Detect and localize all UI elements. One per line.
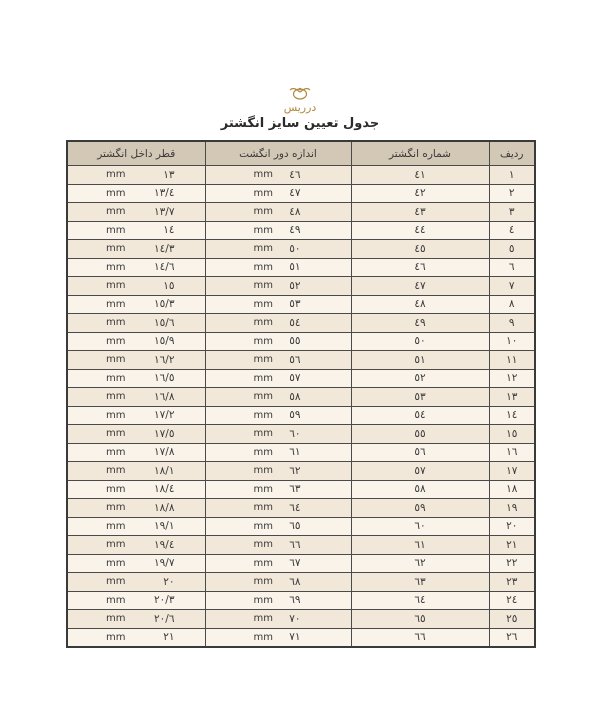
cell-circumference (205, 277, 351, 296)
inner-diameter-value: ٢٠/٦ (154, 612, 175, 625)
inner-diameter-value: ١٨/١ (154, 464, 175, 477)
table-row (67, 610, 535, 629)
unit-label: mm (253, 446, 273, 458)
unit-label: mm (106, 576, 126, 588)
cell-ring-number: ٦٤ (351, 591, 489, 610)
cell-circumference (205, 258, 351, 277)
circumference-value: ٥٤ (289, 316, 301, 329)
cell-ring-number: ٤٢ (351, 184, 489, 203)
cell-inner-diameter (67, 610, 205, 629)
unit-label: mm (106, 169, 126, 181)
circumference-value: ٧٠ (289, 612, 301, 625)
inner-diameter-value: ١٣/٤ (154, 187, 175, 200)
table-row (67, 388, 535, 407)
unit-label: mm (106, 520, 126, 532)
table-row (67, 295, 535, 314)
cell-inner-diameter (67, 462, 205, 481)
inner-diameter-value: ١٨/٨ (154, 501, 175, 514)
unit-label: mm (106, 187, 126, 199)
crown-ring-logo-icon (287, 86, 313, 100)
circumference-value: ٥٨ (289, 390, 301, 403)
inner-diameter-value: ١٥/٩ (154, 335, 175, 348)
brand-name: درریس (283, 101, 317, 114)
cell-row-number: ٧ (489, 277, 535, 296)
unit-label: mm (253, 613, 273, 625)
cell-circumference (205, 295, 351, 314)
cell-row-number: ١٢ (489, 369, 535, 388)
cell-inner-diameter (67, 591, 205, 610)
cell-ring-number: ٦١ (351, 536, 489, 555)
circumference-value: ٦٢ (289, 464, 301, 477)
cell-ring-number: ٦٠ (351, 517, 489, 536)
circumference-value: ٦٣ (289, 483, 301, 496)
table-row (67, 480, 535, 499)
inner-diameter-value: ١٤/٣ (154, 242, 175, 255)
cell-row-number: ٢٥ (489, 610, 535, 629)
unit-label: mm (253, 520, 273, 532)
unit-label: mm (253, 465, 273, 477)
unit-label: mm (253, 483, 273, 495)
inner-diameter-value: ١٧/٢ (154, 409, 175, 422)
unit-label: mm (106, 428, 126, 440)
unit-label: mm (253, 502, 273, 514)
table-row (67, 443, 535, 462)
cell-ring-number: ٤٨ (351, 295, 489, 314)
unit-label: mm (106, 631, 126, 643)
unit-label: mm (253, 428, 273, 440)
unit-label: mm (253, 354, 273, 366)
table-row (67, 258, 535, 277)
table-body (67, 166, 535, 648)
table-row (67, 554, 535, 573)
inner-diameter-value: ٢٠ (163, 575, 175, 588)
inner-diameter-value: ١٥/٦ (154, 316, 175, 329)
cell-inner-diameter (67, 406, 205, 425)
table-row (67, 221, 535, 240)
cell-ring-number: ٤٩ (351, 314, 489, 333)
table-row (67, 240, 535, 259)
cell-row-number: ٢٦ (489, 628, 535, 647)
cell-ring-number: ٤١ (351, 166, 489, 185)
inner-diameter-value: ٢١ (163, 631, 175, 644)
cell-row-number: ١١ (489, 351, 535, 370)
unit-label: mm (106, 261, 126, 273)
table-header-row (67, 141, 535, 166)
cell-circumference (205, 221, 351, 240)
unit-label: mm (253, 243, 273, 255)
unit-label: mm (253, 539, 273, 551)
cell-inner-diameter (67, 369, 205, 388)
table-row (67, 203, 535, 222)
cell-circumference (205, 536, 351, 555)
table-row (67, 517, 535, 536)
unit-label: mm (253, 372, 273, 384)
unit-label: mm (106, 298, 126, 310)
cell-ring-number: ٥٠ (351, 332, 489, 351)
inner-diameter-value: ١٩/٤ (154, 538, 175, 551)
table-row (67, 369, 535, 388)
unit-label: mm (106, 539, 126, 551)
cell-ring-number: ٦٣ (351, 573, 489, 592)
cell-row-number: ٢٤ (489, 591, 535, 610)
circumference-value: ٦٧ (289, 557, 301, 570)
table-row (67, 314, 535, 333)
unit-label: mm (106, 354, 126, 366)
brand-logo (0, 86, 600, 114)
circumference-value: ٦٩ (289, 594, 301, 607)
unit-label: mm (253, 409, 273, 421)
cell-circumference (205, 610, 351, 629)
unit-label: mm (253, 557, 273, 569)
cell-ring-number: ٤٤ (351, 221, 489, 240)
cell-circumference (205, 480, 351, 499)
cell-circumference (205, 517, 351, 536)
cell-circumference (205, 332, 351, 351)
cell-inner-diameter (67, 332, 205, 351)
inner-diameter-value: ١٣/٧ (154, 205, 175, 218)
cell-row-number: ٩ (489, 314, 535, 333)
cell-ring-number: ٥٤ (351, 406, 489, 425)
cell-row-number: ١٤ (489, 406, 535, 425)
cell-row-number: ٢٣ (489, 573, 535, 592)
cell-inner-diameter (67, 480, 205, 499)
unit-label: mm (253, 317, 273, 329)
unit-label: mm (253, 224, 273, 236)
circumference-value: ٥٩ (289, 409, 301, 422)
cell-inner-diameter (67, 295, 205, 314)
cell-row-number: ٥ (489, 240, 535, 259)
inner-diameter-value: ١٧/٥ (154, 427, 175, 440)
cell-ring-number: ٥٥ (351, 425, 489, 444)
circumference-value: ٤٧ (289, 187, 301, 200)
cell-inner-diameter (67, 221, 205, 240)
table-row (67, 536, 535, 555)
cell-inner-diameter (67, 388, 205, 407)
cell-circumference (205, 591, 351, 610)
unit-label: mm (106, 502, 126, 514)
cell-circumference (205, 425, 351, 444)
unit-label: mm (106, 224, 126, 236)
table-row (67, 351, 535, 370)
unit-label: mm (106, 594, 126, 606)
cell-ring-number: ٤٥ (351, 240, 489, 259)
table-row (67, 628, 535, 647)
unit-label: mm (253, 298, 273, 310)
cell-ring-number: ٦٢ (351, 554, 489, 573)
cell-inner-diameter (67, 258, 205, 277)
inner-diameter-value: ١٩/٧ (154, 557, 175, 570)
inner-diameter-value: ٢٠/٣ (154, 594, 175, 607)
circumference-value: ٦١ (289, 446, 301, 459)
cell-circumference (205, 406, 351, 425)
cell-row-number: ١٥ (489, 425, 535, 444)
circumference-value: ٦٠ (289, 427, 301, 440)
unit-label: mm (106, 335, 126, 347)
unit-label: mm (106, 557, 126, 569)
table-row (67, 462, 535, 481)
cell-ring-number: ٦٦ (351, 628, 489, 647)
cell-circumference (205, 166, 351, 185)
circumference-value: ٥٦ (289, 353, 301, 366)
table-row (67, 277, 535, 296)
cell-circumference (205, 554, 351, 573)
unit-label: mm (106, 483, 126, 495)
cell-row-number: ٢٠ (489, 517, 535, 536)
unit-label: mm (106, 409, 126, 421)
inner-diameter-value: ١٤ (163, 224, 175, 237)
cell-ring-number: ٤٣ (351, 203, 489, 222)
cell-inner-diameter (67, 628, 205, 647)
unit-label: mm (253, 280, 273, 292)
circumference-value: ٥٥ (289, 335, 301, 348)
unit-label: mm (106, 446, 126, 458)
cell-circumference (205, 573, 351, 592)
unit-label: mm (106, 372, 126, 384)
inner-diameter-value: ١٧/٨ (154, 446, 175, 459)
cell-inner-diameter (67, 536, 205, 555)
header-ring-number: شماره انگشتر (351, 141, 489, 166)
table-row (67, 166, 535, 185)
unit-label: mm (253, 576, 273, 588)
cell-circumference (205, 369, 351, 388)
circumference-value: ٦٦ (289, 538, 301, 551)
cell-ring-number: ٥٢ (351, 369, 489, 388)
cell-ring-number: ٤٦ (351, 258, 489, 277)
cell-ring-number: ٥٩ (351, 499, 489, 518)
cell-inner-diameter (67, 314, 205, 333)
inner-diameter-value: ١٦/٥ (154, 372, 175, 385)
cell-circumference (205, 462, 351, 481)
table-row (67, 332, 535, 351)
cell-inner-diameter (67, 554, 205, 573)
cell-row-number: ١٧ (489, 462, 535, 481)
cell-row-number: ٤ (489, 221, 535, 240)
cell-circumference (205, 351, 351, 370)
unit-label: mm (253, 206, 273, 218)
cell-row-number: ١٦ (489, 443, 535, 462)
unit-label: mm (106, 391, 126, 403)
cell-inner-diameter (67, 351, 205, 370)
cell-inner-diameter (67, 203, 205, 222)
cell-inner-diameter (67, 184, 205, 203)
cell-ring-number: ٥١ (351, 351, 489, 370)
cell-circumference (205, 388, 351, 407)
cell-circumference (205, 443, 351, 462)
circumference-value: ٤٨ (289, 205, 301, 218)
unit-label: mm (253, 594, 273, 606)
circumference-value: ٦٤ (289, 501, 301, 514)
unit-label: mm (253, 391, 273, 403)
cell-circumference (205, 499, 351, 518)
cell-circumference (205, 240, 351, 259)
cell-ring-number: ٥٦ (351, 443, 489, 462)
inner-diameter-value: ١٥/٣ (154, 298, 175, 311)
circumference-value: ٥٠ (289, 242, 301, 255)
inner-diameter-value: ١٦/٨ (154, 390, 175, 403)
table-row (67, 591, 535, 610)
inner-diameter-value: ١٩/١ (154, 520, 175, 533)
cell-row-number: ٨ (489, 295, 535, 314)
header-circumference: اندازه دور انگشت (205, 141, 351, 166)
ring-size-table (66, 140, 536, 648)
unit-label: mm (253, 261, 273, 273)
cell-ring-number: ٥٨ (351, 480, 489, 499)
circumference-value: ٥١ (289, 261, 301, 274)
cell-inner-diameter (67, 166, 205, 185)
circumference-value: ٥٣ (289, 298, 301, 311)
circumference-value: ٥٧ (289, 372, 301, 385)
cell-row-number: ١٨ (489, 480, 535, 499)
unit-label: mm (106, 465, 126, 477)
cell-ring-number: ٤٧ (351, 277, 489, 296)
cell-row-number: ٢ (489, 184, 535, 203)
circumference-value: ٧١ (289, 631, 301, 644)
cell-inner-diameter (67, 277, 205, 296)
cell-circumference (205, 628, 351, 647)
cell-circumference (205, 203, 351, 222)
cell-row-number: ١٣ (489, 388, 535, 407)
unit-label: mm (106, 317, 126, 329)
header-row-number: ردیف (489, 141, 535, 166)
cell-row-number: ٦ (489, 258, 535, 277)
unit-label: mm (106, 206, 126, 218)
cell-row-number: ١٩ (489, 499, 535, 518)
cell-inner-diameter (67, 517, 205, 536)
cell-row-number: ٣ (489, 203, 535, 222)
inner-diameter-value: ١٣ (163, 168, 175, 181)
cell-row-number: ١٠ (489, 332, 535, 351)
circumference-value: ٤٦ (289, 168, 301, 181)
unit-label: mm (253, 187, 273, 199)
circumference-value: ٤٩ (289, 224, 301, 237)
unit-label: mm (106, 280, 126, 292)
inner-diameter-value: ١٥ (163, 279, 175, 292)
cell-circumference (205, 184, 351, 203)
cell-ring-number: ٥٣ (351, 388, 489, 407)
inner-diameter-value: ١٤/٦ (154, 261, 175, 274)
cell-inner-diameter (67, 499, 205, 518)
table-row (67, 406, 535, 425)
circumference-value: ٦٨ (289, 575, 301, 588)
page-title: جدول تعیین سایز انگشتر (220, 116, 380, 131)
unit-label: mm (253, 169, 273, 181)
circumference-value: ٥٢ (289, 279, 301, 292)
table-row (67, 425, 535, 444)
cell-inner-diameter (67, 240, 205, 259)
cell-row-number: ٢١ (489, 536, 535, 555)
cell-circumference (205, 314, 351, 333)
unit-label: mm (106, 613, 126, 625)
cell-row-number: ٢٢ (489, 554, 535, 573)
circumference-value: ٦٥ (289, 520, 301, 533)
cell-inner-diameter (67, 443, 205, 462)
cell-row-number: ١ (489, 166, 535, 185)
table-row (67, 499, 535, 518)
table-row (67, 573, 535, 592)
unit-label: mm (253, 335, 273, 347)
cell-ring-number: ٦٥ (351, 610, 489, 629)
cell-ring-number: ٥٧ (351, 462, 489, 481)
cell-inner-diameter (67, 425, 205, 444)
header-inner-diameter: قطر داخل انگشتر (67, 141, 205, 166)
inner-diameter-value: ١٨/٤ (154, 483, 175, 496)
unit-label: mm (106, 243, 126, 255)
table-row (67, 184, 535, 203)
cell-inner-diameter (67, 573, 205, 592)
inner-diameter-value: ١٦/٢ (154, 353, 175, 366)
unit-label: mm (253, 631, 273, 643)
